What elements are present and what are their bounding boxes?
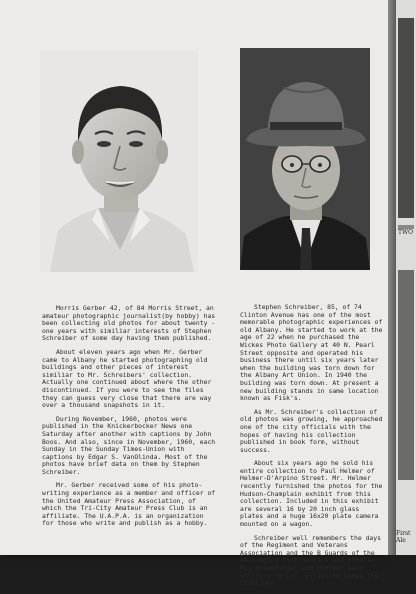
paragraph: Schreiber well remembers the days of the Regiment and Veterans Association and the B Guards of the Washington Continentals and others. His grandfather and brother were officers to Col. Ellsworth under the Civil War. — [240, 533, 381, 588]
paragraph: As Mr. Schreiber's collection of old photos was growing, he approached one of the city officials with the hopes of having his collection published in book form, without success. — [240, 407, 383, 454]
adjacent-page-edge — [396, 0, 416, 555]
portrait-photo-morris-gerber — [40, 50, 198, 272]
divider — [398, 225, 414, 229]
paragraph: Stephen Schreiber, 85, of 74 Clinton Avenue has one of the most memorable photographic experiences of old Albany. He started to work at the age of 22 when he purchased the Wickes Photo Gallery at 40 N. Pearl Street opposite and operated his business there until six years later when the building was torn down for the Albany Art Union. In 1940 the building was torn down. At present a new building stands in same location known as Fisk's. — [240, 303, 383, 403]
paragraph: About eleven years ago when Mr. Gerber came to Albany he started photographing old buildings and other pieces of interest similiar to Mr. Schreibers' collection. Actually one continued about where the other discontinued. If you were to see the files they can guess very close that there are way over a thousand snapshots in it. — [42, 347, 212, 410]
portrait-photo-stephen-schreiber — [240, 48, 370, 270]
paragraph: Mr. Gerber received some of his photo-writing experience as a member and officer of the United Amateur Press Association, of which the Tri-City Amateur Press Club is an affiliate. The U.A.P.A. is an organization for those who write and publish as a hobby. — [42, 481, 216, 528]
adjacent-page-heading: First Ale — [396, 530, 411, 544]
paragraph: Morris Gerber 42, of 84 Morris Street, an amateur photographic journalist(by hobby) has been collecting old photos for about twenty - one years with similiar interests of Stephen Schreiber of some day having them published. — [42, 304, 216, 343]
article-right-column — [240, 304, 386, 594]
book-spine — [388, 0, 396, 555]
paragraph: About six years ago he sold his entire collection to Paul Helmer of Helmer-D'Arpino Street. Mr. Helmer recently furnished the photos for the Hudson-Champlain exhibit from this collection. Included in this exhibit are several 16 by 20 inch glass plates and a huge 16x20 plate camera mounted on a wagon. — [240, 459, 383, 529]
paragraph: During November, 1960, photos were published in the Knickerbocker News one Saturday after another with captions by John Boos. And also, since in November, 1960, each Sunday in the Sunday Times-Union with captions by Edgar S. VanOlinda. Most of the photos have brief data on them by Stephen Schreiber. — [42, 414, 216, 476]
adjacent-page-image — [398, 270, 414, 480]
adjacent-page-image — [398, 18, 414, 218]
adjacent-page-caption: TWO — [398, 229, 414, 236]
article-left-column — [42, 305, 218, 534]
